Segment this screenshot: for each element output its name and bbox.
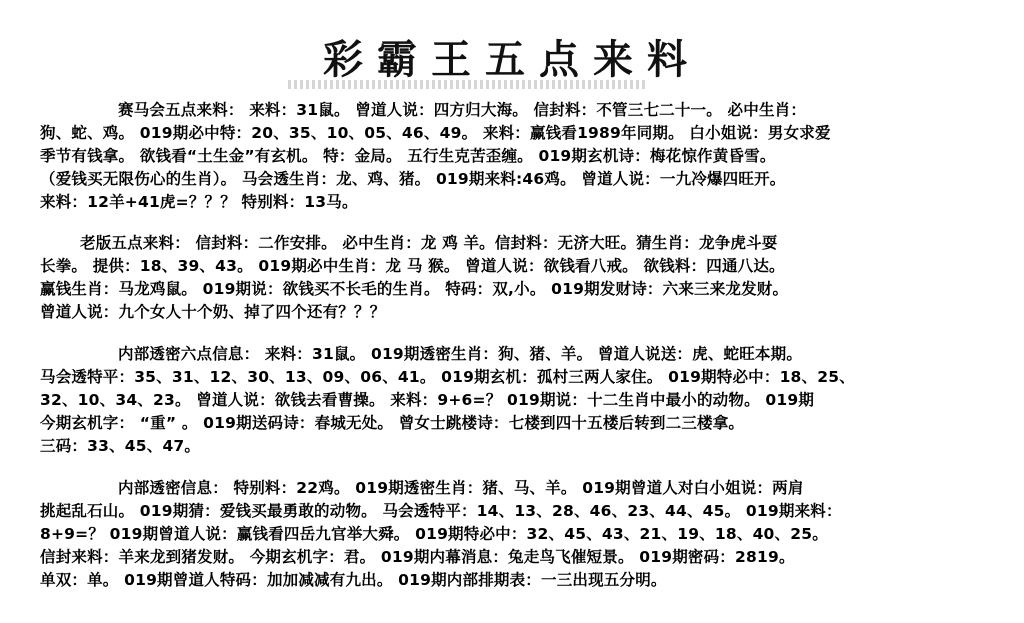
text-line: 内部透密六点信息： 来料：31鼠。 019期透密生肖：狗、猪、羊。 曾道人说送：虎、蛇旺本期。 — [118, 345, 803, 363]
text-line: 长拳。 提供：18、39、43。 019期必中生肖：龙 马 猴。 曾道人说：欲钱看八戒。 欲钱料：四通八达。 — [40, 257, 785, 275]
text-line: 挑起乱石山。 019期猜：爱钱买最勇敢的动物。 马会透特平：14、13、28、46、23、44、45。 019期来料： — [40, 502, 842, 520]
text-line: 狗、蛇、鸡。 019期必中特：20、35、10、05、46、49。 来料：赢钱看1989年同期。 白小姐说：男女求爱 — [40, 124, 831, 142]
text-line: 单双：单。 019期曾道人特码：加加减减有九出。 019期内部排期表：一三出现五分明。 — [40, 571, 667, 589]
text-line: 32、10、34、23。 曾道人说：欲钱去看曹操。 来料：9+6=？ 019期说：十二生肖中最小的动物。 019期 — [40, 391, 815, 409]
text-line: 来料：12羊+41虎=？？？ 特别料：13马。 — [40, 193, 358, 211]
text-line: （爱钱买无限伤心的生肖）。 马会透生肖：龙、鸡、猪。 019期来料:46鸡。 曾道人说：一九冷爆四旺开。 — [40, 170, 786, 188]
page-title: 彩霸王五点来料 — [323, 36, 701, 83]
text-line: 三码：33、45、47。 — [40, 437, 201, 455]
text-line: 赛马会五点来料： 来料：31鼠。 曾道人说：四方归大海。 信封料：不管三七二十一。 必中生肖： — [118, 101, 807, 119]
text-line: 马会透特平：35、31、12、30、13、09、06、41。 019期玄机：孤村三两人家住。 019期特必中：18、25、 — [40, 368, 855, 386]
text-line: 季节有钱拿。 欲钱看“土生金”有玄机。 特：金局。 五行生克苦歪缠。 019期玄机诗：梅花惊作黄昏雪。 — [40, 147, 776, 165]
text-line: 老版五点来料： 信封料：二作安排。 必中生肖：龙 鸡 羊。信封料：无济大旺。猜生肖：龙争虎斗耍 — [80, 234, 778, 252]
text-line: 今期玄机字： “重” 。 019期送码诗：春城无处。 曾女士跳楼诗：七楼到四十五楼后转到二三楼拿。 — [40, 414, 745, 432]
text-line: 赢钱生肖：马龙鸡鼠。 019期说：欲钱买不长毛的生肖。 特码：双,小。 019期发财诗：六来三来龙发财。 — [40, 280, 789, 298]
watermark-smudge — [288, 80, 648, 89]
text-line: 8+9=？ 019期曾道人说：赢钱看四岳九官举大舜。 019期特必中：32、45、43、21、19、18、40、25。 — [40, 525, 828, 543]
text-line: 曾道人说：九个女人十个奶、掉了四个还有？？？ — [40, 303, 386, 321]
text-line: 信封来料：羊来龙到猪发财。 今期玄机字：君。 019期内幕消息：兔走鸟飞催短景。 019期密码：2819。 — [40, 548, 795, 566]
text-line: 内部透密信息： 特别料：22鸡。 019期透密生肖：猪、马、羊。 019期曾道人对白小姐说：两肩 — [118, 479, 804, 497]
